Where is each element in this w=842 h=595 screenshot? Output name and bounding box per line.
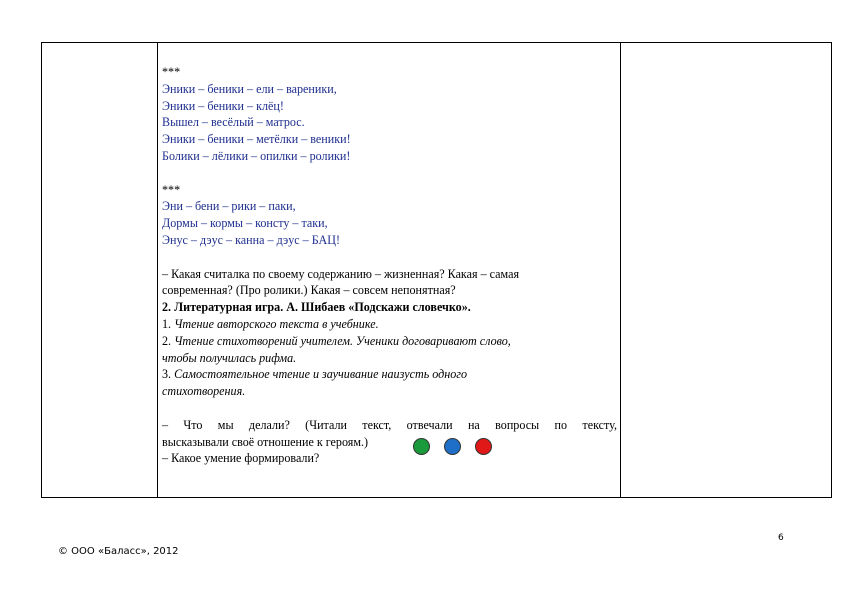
verse-line: Эники – беники – метёлки – веники! [162,132,351,147]
question-line: – Какая считалка по своему содержанию – жизненная? Какая – самая [162,266,520,281]
reflection-question-1: – Что мы делали? (Читали текст, отвечали на вопросы по тексту, [162,417,617,432]
verse-line: Эни – бени – рики – паки, [162,199,296,214]
question-line: современная? (Про ролики.) Какая – совсем непонятная? [162,283,456,298]
lesson-content [162,64,617,467]
red-circle-icon [475,438,492,455]
verse-marker: *** [162,65,181,79]
section-heading: 2. Литературная игра. А. Шибаев «Подскажи словечко». [162,300,471,315]
verse-line: Энус – дэус – канна – дэус – БАЦ! [162,232,341,247]
task-item-2: 2. Чтение стихотворений учителем. Ученики договаривают слово, [162,333,511,348]
verse-line: Вышел – весёлый – матрос. [162,115,305,130]
column-divider-right [620,43,621,497]
task-item-3-cont: стихотворения. [162,384,246,399]
reflection-question-2: – Какое умение формировали? [162,451,320,466]
verse-line: Эники – беники – клёц! [162,98,284,113]
copyright-footer: © ООО «Баласс», 2012 [58,546,179,557]
column-divider-left [157,43,158,497]
green-circle-icon [413,438,430,455]
blue-circle-icon [444,438,461,455]
verse-line: Болики – лёлики – опилки – ролики! [162,148,351,163]
verse-marker: *** [162,182,181,197]
page-number: 6 [778,533,784,543]
reflection-answer: высказывали своё отношение к героям.) [162,434,369,449]
task-item-1: 1. Чтение авторского текста в учебнике. [162,316,379,331]
task-item-3: 3. Самостоятельное чтение и заучивание наизусть одного [162,367,468,382]
verse-line: Дормы – кормы – консту – таки, [162,216,328,231]
task-item-2-cont: чтобы получилась рифма. [162,350,297,365]
verse-line: Эники – беники – ели – вареники, [162,81,337,96]
